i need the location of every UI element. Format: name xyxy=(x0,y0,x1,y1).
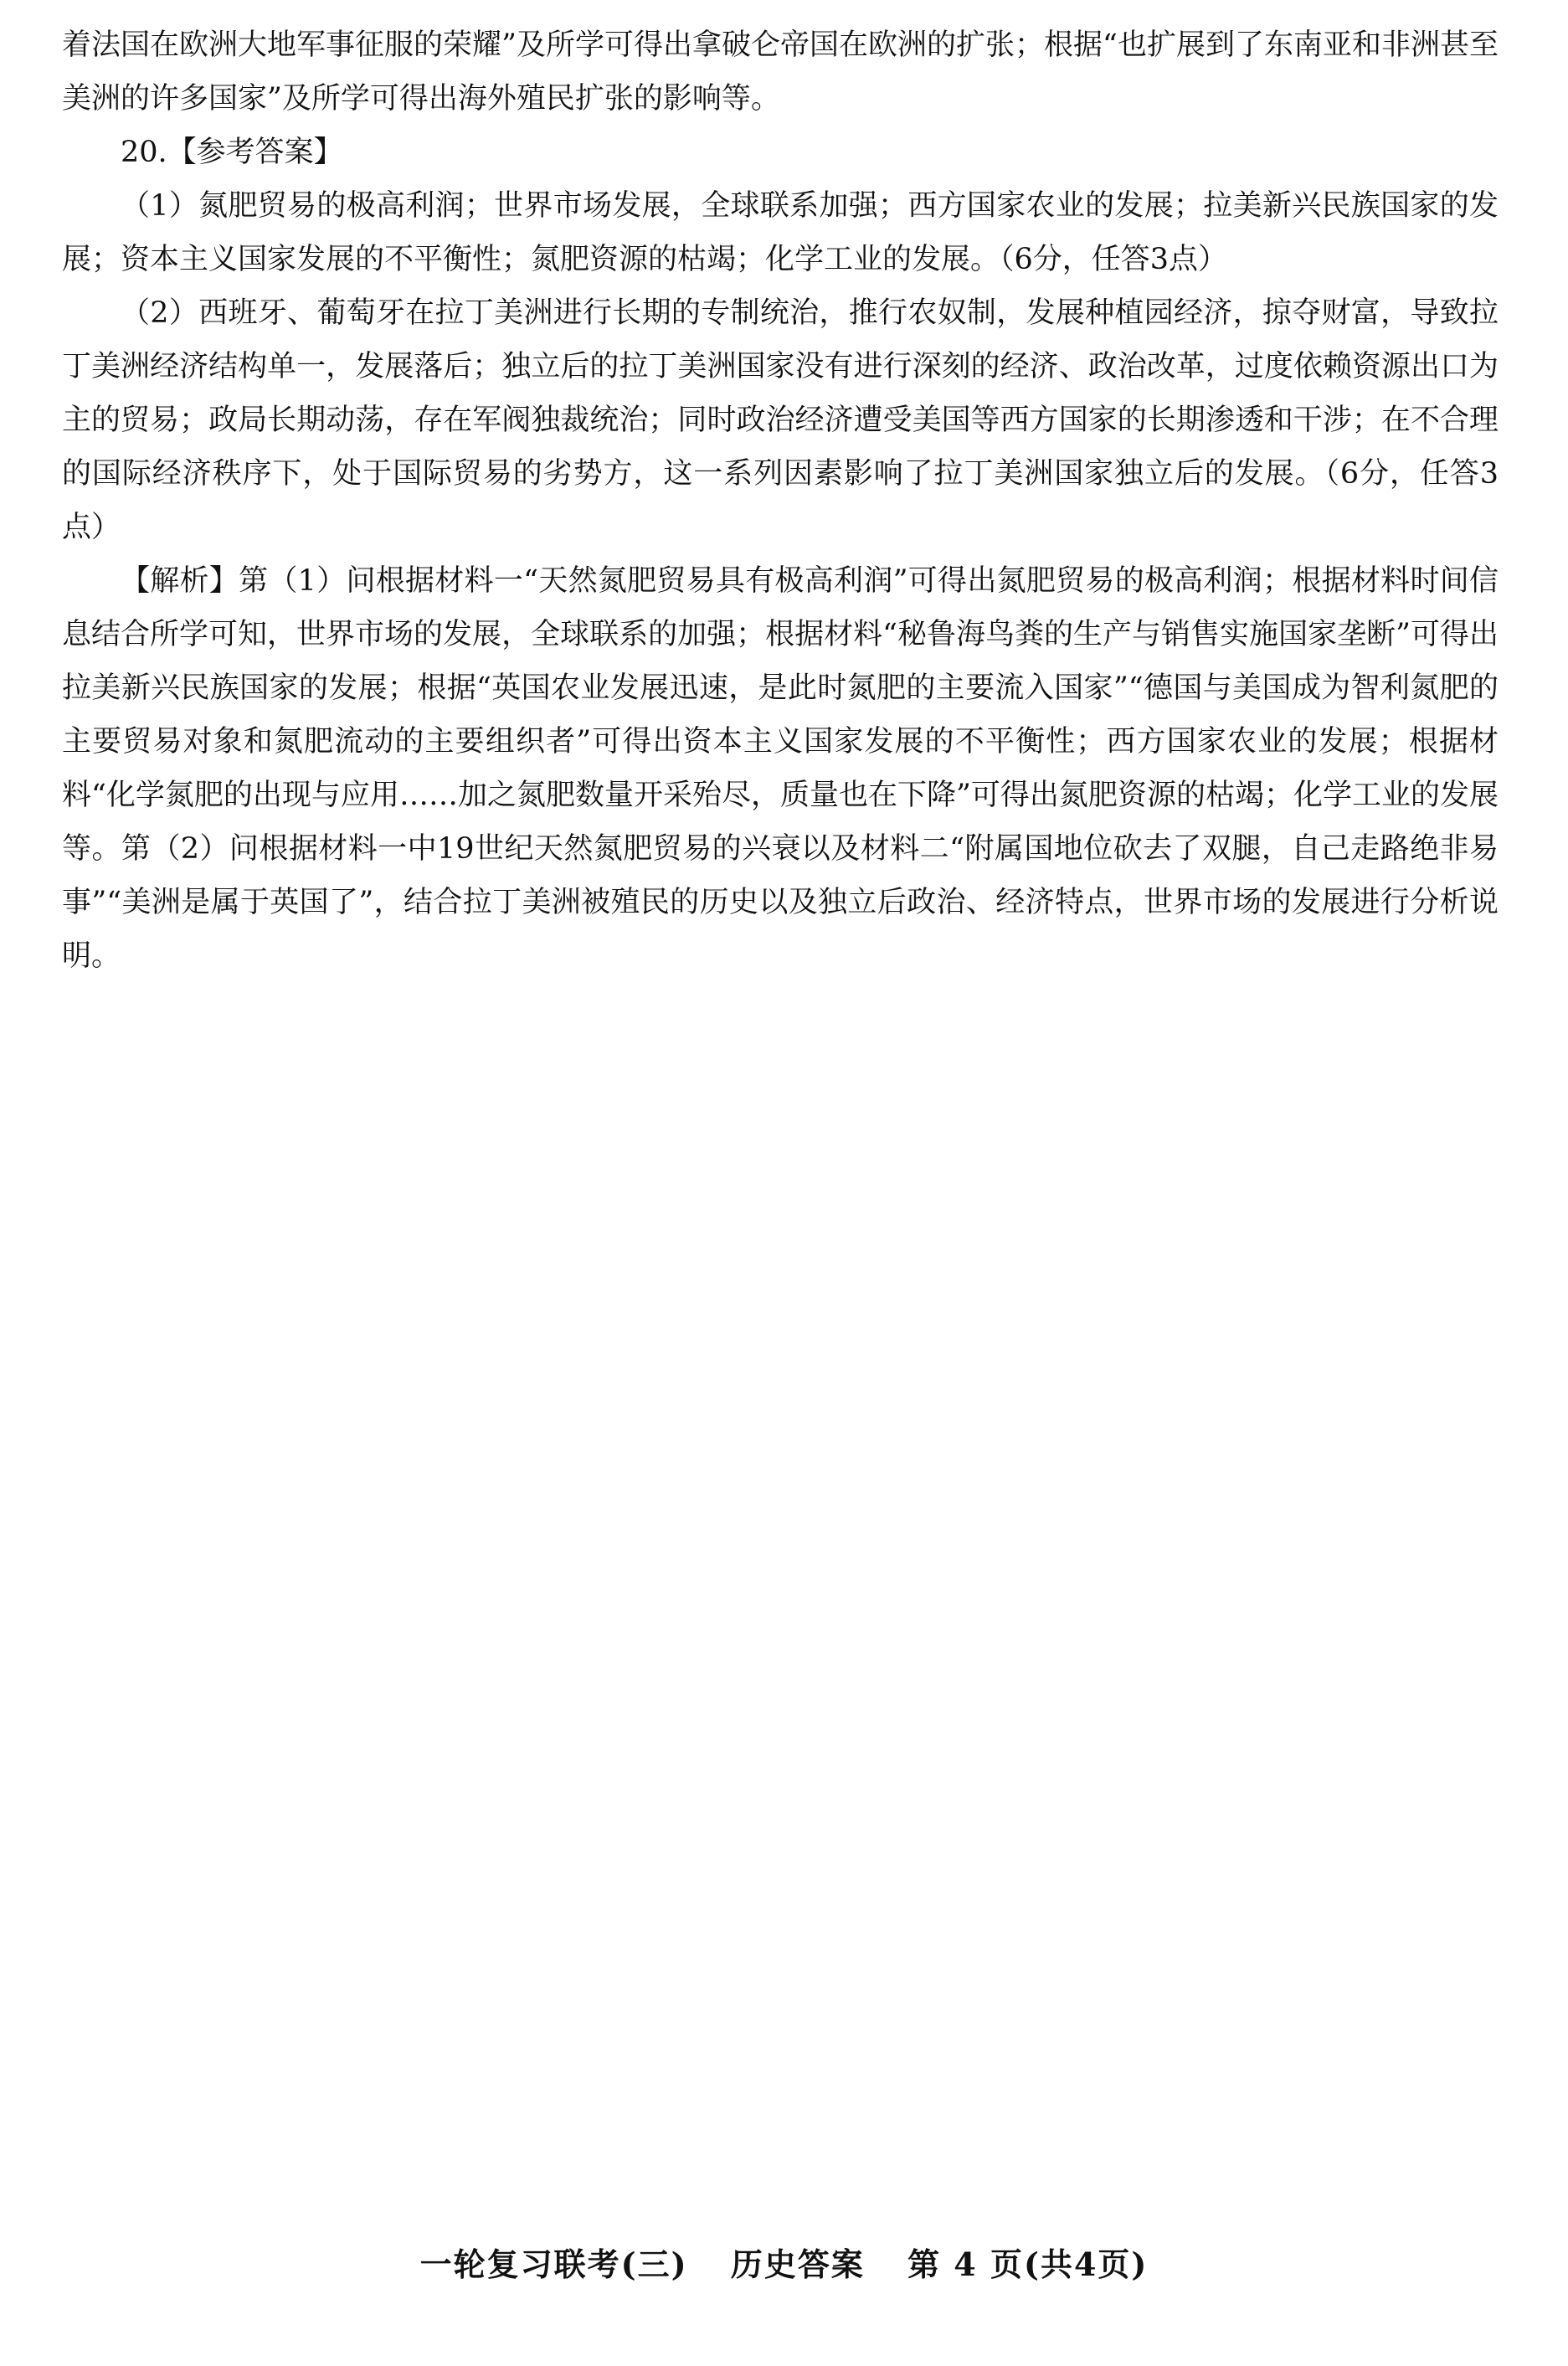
document-body xyxy=(62,18,1499,983)
footer-exam-name: 一轮复习联考(三) xyxy=(419,2245,688,2283)
question-20-heading: 20.【参考答案】 xyxy=(121,136,343,169)
intro-paragraph: 着法国在欧洲大地军事征服的荣耀”及所学可得出拿破仑帝国在欧洲的扩张；根据“也扩展到了东南亚和非洲甚至美洲的许多国家”及所学可得出海外殖民扩张的影响等。 xyxy=(62,28,1499,116)
question-20-answer-part-1: （1）氮肥贸易的极高利润；世界市场发展，全球联系加强；西方国家农业的发展；拉美新兴民族国家的发展；资本主义国家发展的不平衡性；氮肥资源的枯竭；化学工业的发展。（6分，任答3点） xyxy=(62,189,1499,276)
question-20-analysis: 【解析】第（1）问根据材料一“天然氮肥贸易具有极高利润”可得出氮肥贸易的极高利润；根据材料时间信息结合所学可知，世界市场的发展，全球联系的加强；根据材料“秘鲁海鸟粪的生产与销售实施国家垄断”可得出拉美新兴民族国家的发展；根据“英国农业发展迅速，是此时氮肥的主要流入国家”“德国与美国成为智利氮肥的主要贸易对象和氮肥流动的主要组织者”可得出资本主义国家发展的不平衡性；西方国家农业的发展；根据材料“化学氮肥的出现与应用……加之氮肥数量开采殆尽，质量也在下降”可得出氮肥资源的枯竭；化学工业的发展等。第（2）问根据材料一中19世纪天然氮肥贸易的兴衰以及材料二“附属国地位砍去了双腿，自己走路绝非易事”“美洲是属于英国了”，结合拉丁美洲被殖民的历史以及独立后政治、经济特点，世界市场的发展进行分析说明。 xyxy=(62,564,1499,973)
footer-page-info: 第 4 页(共4页) xyxy=(907,2245,1149,2283)
question-20-answer-part-2: （2）西班牙、葡萄牙在拉丁美洲进行长期的专制统治，推行农奴制，发展种植园经济，掠夺财富，导致拉丁美洲经济结构单一，发展落后；独立后的拉丁美洲国家没有进行深刻的经济、政治改革，过度依赖资源出口为主的贸易；政局长期动荡，存在军阀独裁统治；同时政治经济遭受美国等西方国家的长期渗透和干涉；在不合理的国际经济秩序下，处于国际贸易的劣势方，这一系列因素影响了拉丁美洲国家独立后的发展。（6分，任答3点） xyxy=(62,296,1499,544)
footer-subject: 历史答案 xyxy=(730,2245,865,2283)
page-footer xyxy=(0,2239,1568,2285)
